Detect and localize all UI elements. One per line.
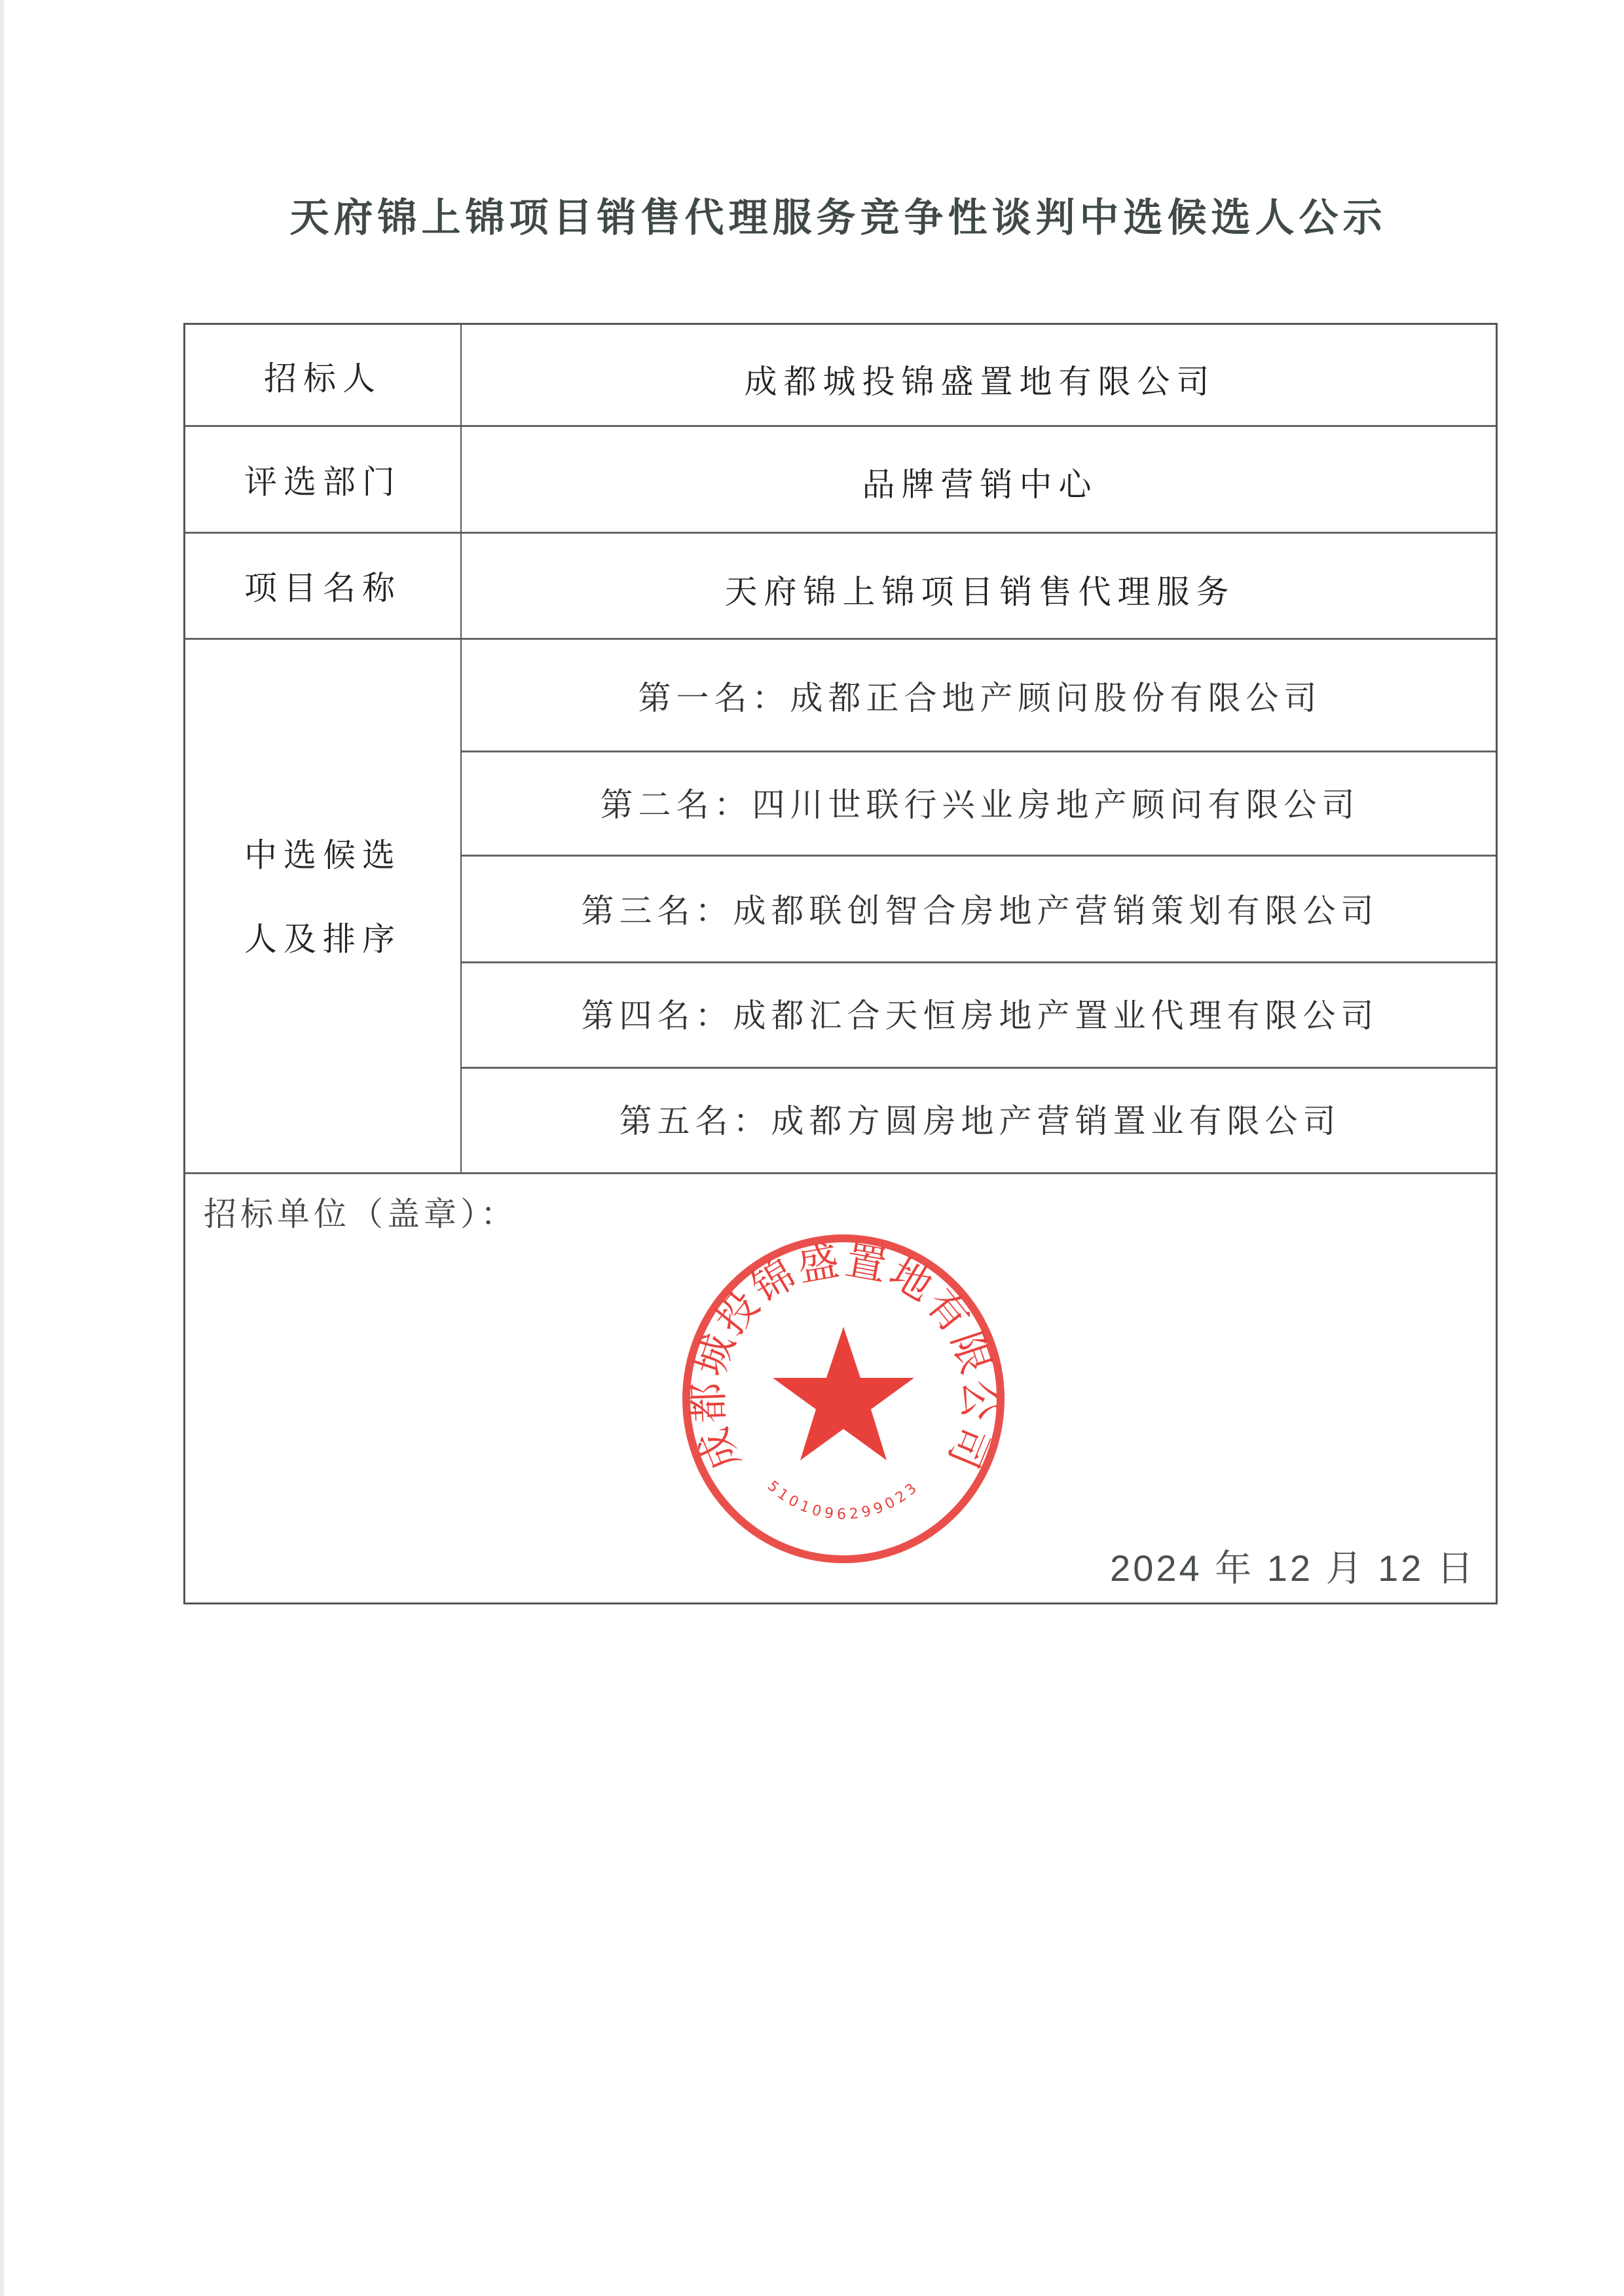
value-project-name: 天府锦上锦项目销售代理服务: [724, 573, 1236, 611]
label-tenderer: 招标人: [264, 360, 382, 398]
company-seal-icon: [673, 1229, 1014, 1569]
row-divider: [185, 425, 1496, 427]
candidate-item-2: 第二名：四川世联行兴业房地产顾问有限公司: [600, 786, 1360, 824]
row-divider: [185, 532, 1496, 534]
seal-label: 招标单位（盖章）：: [204, 1195, 517, 1233]
label-candidates-line2: 人及排序: [244, 920, 401, 958]
column-divider: [460, 325, 462, 1172]
candidate-item-3: 第三名：成都联创智合房地产营销策划有限公司: [581, 892, 1379, 930]
star-icon: [773, 1327, 914, 1460]
candidate-item-1: 第一名：成都正合地产顾问股份有限公司: [638, 679, 1322, 717]
scan-edge: [0, 0, 4, 2296]
svg-text:成都城投锦盛置地有限公司: 成都城投锦盛置地有限公司: [683, 1236, 1004, 1478]
candidate-item-5: 第五名：成都方圆房地产营销置业有限公司: [619, 1102, 1341, 1140]
row-divider: [460, 961, 1496, 963]
announcement-table: [183, 323, 1498, 1604]
label-project-name: 项目名称: [244, 569, 401, 607]
value-tenderer: 成都城投锦盛置地有限公司: [744, 363, 1216, 401]
document-title: 天府锦上锦项目销售代理服务竞争性谈判中选候选人公示: [289, 195, 1387, 241]
label-department: 评选部门: [244, 463, 401, 501]
value-department: 品牌营销中心: [862, 466, 1098, 504]
row-divider: [185, 638, 1496, 640]
candidate-item-4: 第四名：成都汇合天恒房地产置业代理有限公司: [581, 997, 1379, 1035]
row-divider: [460, 1067, 1496, 1069]
row-divider: [185, 1172, 1496, 1174]
row-divider: [460, 855, 1496, 857]
date: 2024 年 12 月 12 日: [1110, 1547, 1476, 1589]
row-divider: [460, 750, 1496, 752]
svg-text:5101096299023: 5101096299023: [764, 1477, 923, 1523]
label-candidates-line1: 中选候选: [244, 836, 401, 874]
